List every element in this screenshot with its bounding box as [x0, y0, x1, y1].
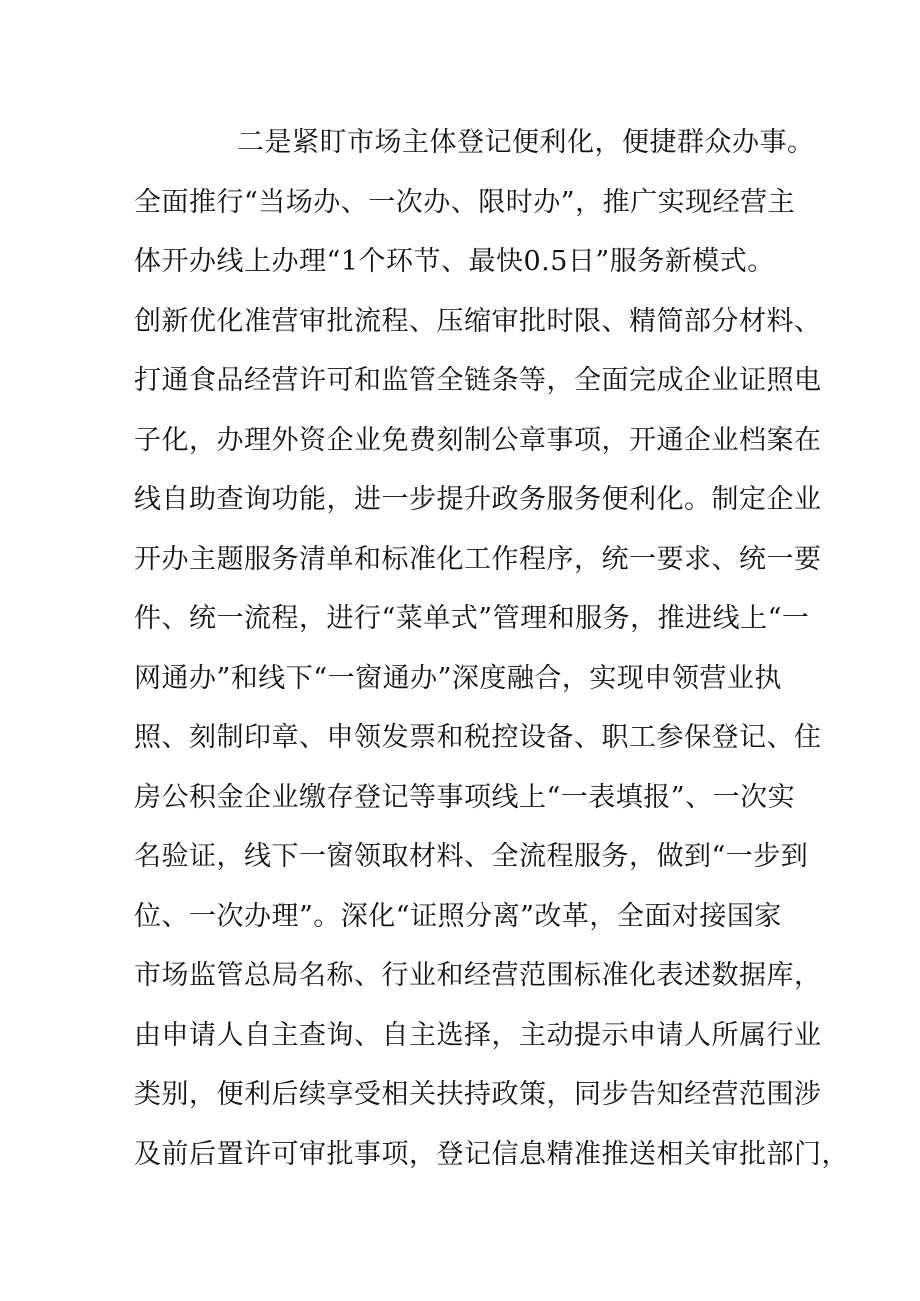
- paragraph-line: 创新优化准营审批流程、压缩审批时限、精简部分材料、: [134, 306, 822, 337]
- paragraph-line: 由申请人自主查询、自主选择，主动提示申请人所属行业: [134, 1020, 822, 1051]
- paragraph-line: 体开办线上办理“1个环节、最快0.5日”服务新模式。: [134, 246, 775, 277]
- paragraph-line: 全面推行“当场办、一次办、限时办”，推广实现经营主: [134, 187, 796, 218]
- paragraph-line: 线自助查询功能，进一步提升政务服务便利化。制定企业: [134, 484, 822, 515]
- paragraph-line: 名验证，线下一窗领取材料、全流程服务，做到“一步到: [134, 841, 809, 872]
- paragraph-line: 打通食品经营许可和监管全链条等，全面完成企业证照电: [134, 365, 822, 396]
- paragraph-line: 开办主题服务清单和标准化工作程序，统一要求、统一要: [134, 544, 822, 575]
- paragraph-line: 市场监管总局名称、行业和经营范围标准化表述数据库，: [134, 960, 822, 991]
- paragraph-line: 房公积金企业缴存登记等事项线上“一表填报”、一次实: [134, 782, 796, 813]
- paragraph-line: 二是紧盯市场主体登记便利化，便捷群众办事。: [237, 127, 815, 158]
- paragraph-line: 及前后置许可审批事项，登记信息精准推送相关审批部门，: [134, 1139, 849, 1170]
- paragraph-line: 件、统一流程，进行“菜单式”管理和服务，推进线上“一: [134, 603, 810, 634]
- paragraph-line: 子化，办理外资企业免费刻制公章事项，开通企业档案在: [134, 425, 822, 456]
- paragraph-line: 照、刻制印章、申领发票和税控设备、职工参保登记、住: [134, 722, 822, 753]
- paragraph-line: 网通办”和线下“一窗通办”深度融合，实现申领营业执: [134, 663, 782, 694]
- paragraph-line: 类别，便利后续享受相关扶持政策，同步告知经营范围涉: [134, 1079, 822, 1110]
- paragraph-line: 位、一次办理”。深化“证照分离”改革，全面对接国家: [134, 901, 782, 932]
